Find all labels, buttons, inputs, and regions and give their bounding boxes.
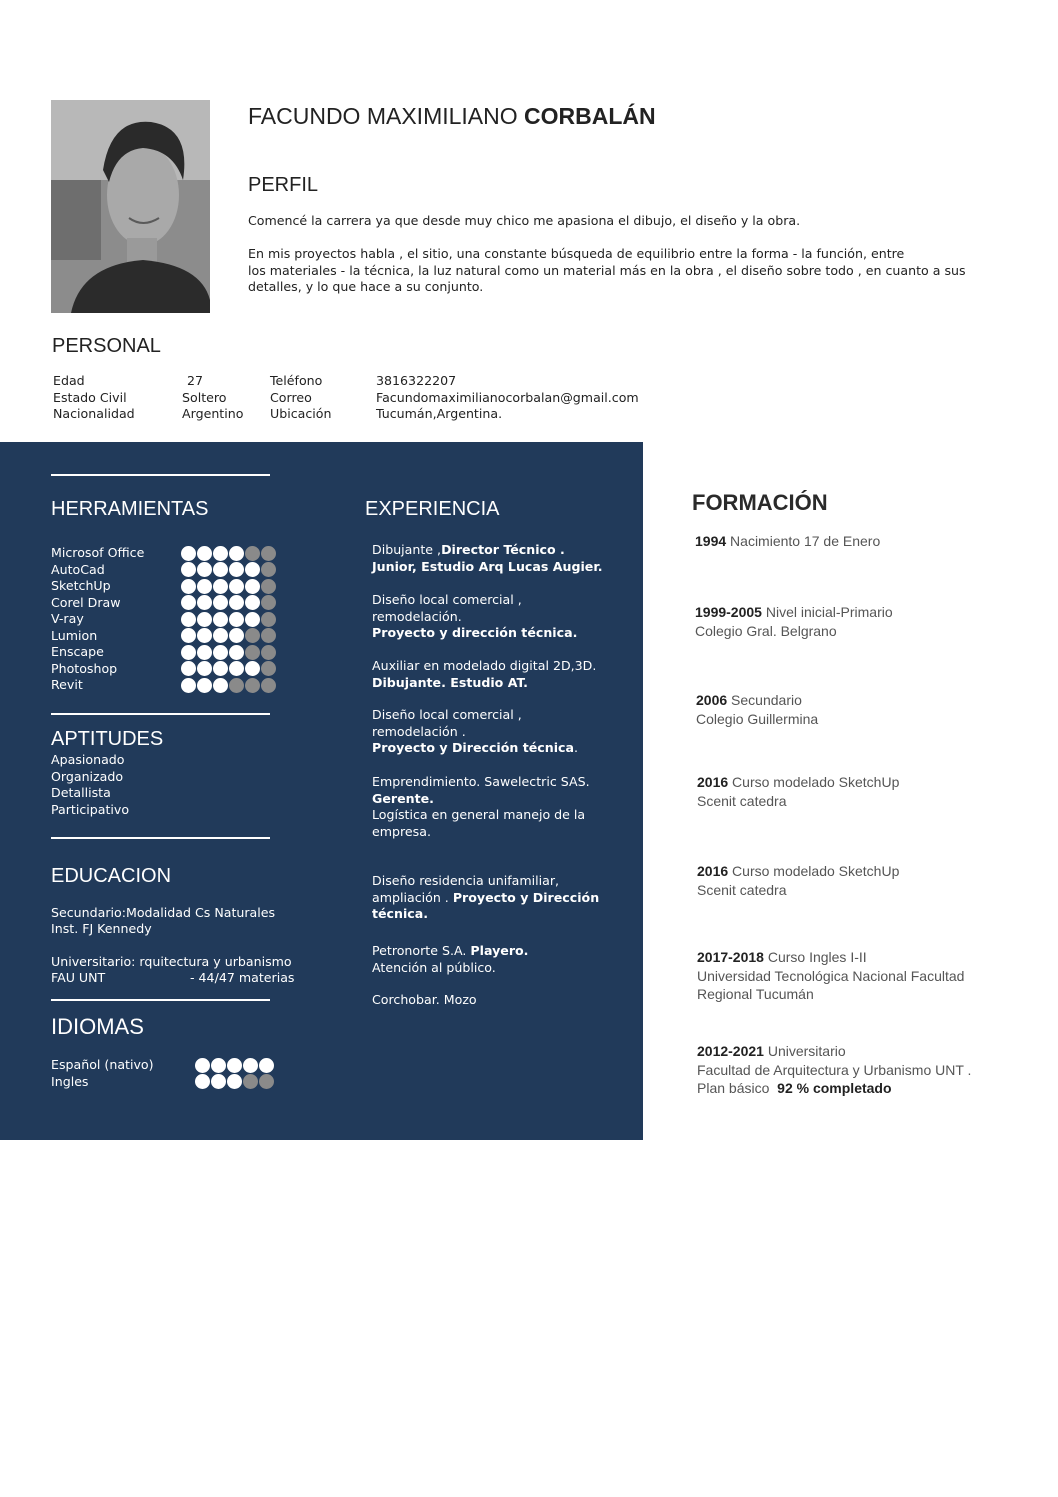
rating-dot-filled: [245, 579, 260, 594]
exp-3-role: Dibujante. Estudio AT.: [372, 674, 528, 690]
f4-text: Curso modelado SketchUp: [732, 774, 900, 790]
exp-6-role-cont: técnica.: [372, 906, 429, 921]
formacion-entry-6: [697, 948, 964, 1004]
personal-values-col2: [376, 373, 639, 423]
f4-year: 2016: [697, 774, 729, 790]
rating-row: [181, 562, 276, 579]
f5-line-2: Scenit catedra: [697, 881, 787, 898]
rating-dot-empty: [261, 595, 276, 610]
aptitude-item: Participativo: [51, 801, 130, 817]
rating-dot-empty: [229, 678, 244, 693]
portrait-image: [51, 100, 210, 313]
exp-7-line-2: Atención al público.: [372, 959, 496, 975]
exp-5-line-3: Logística en general manejo de la: [372, 807, 586, 822]
educacion-line-4a: FAU UNT: [51, 970, 106, 985]
tool-label: AutoCad: [51, 561, 105, 577]
formacion-entry-4: [697, 773, 899, 810]
rating-dot-filled: [229, 612, 244, 627]
f7-year: 2012-2021: [697, 1043, 764, 1059]
divider-top: [51, 474, 270, 476]
rating-dot-empty: [261, 579, 276, 594]
experience-entry-7: [372, 943, 528, 976]
rating-dot-filled: [197, 562, 212, 577]
name-first: FACUNDO MAXIMILIANO: [248, 103, 518, 129]
rating-row: [195, 1057, 274, 1074]
rating-dot-filled: [245, 661, 260, 676]
rating-dot-filled: [197, 612, 212, 627]
f2-year: 1999-2005: [695, 604, 762, 620]
rating-dot-filled: [227, 1074, 242, 1089]
value-telefono: 3816322207: [376, 373, 457, 388]
label-ubicacion: Ubicación: [270, 406, 332, 421]
tool-label: Photoshop: [51, 660, 118, 676]
exp-2-role: Proyecto y dirección técnica.: [372, 625, 578, 640]
label-nacionalidad: Nacionalidad: [53, 406, 135, 421]
formacion-entry-2: [695, 603, 893, 640]
rating-dot-filled: [259, 1058, 274, 1073]
exp-7-role: Playero.: [470, 943, 529, 958]
rating-row: [181, 578, 276, 595]
exp-3-line-1: Auxiliar en modelado digital 2D,3D.: [372, 658, 597, 673]
rating-dot-filled: [197, 661, 212, 676]
rating-dot-filled: [195, 1074, 210, 1089]
experience-entry-5: [372, 774, 590, 840]
perfil-paragraph-2-line-1: En mis proyectos habla , el sitio, una constante búsqueda de equilibrio entre la forma - la función, entre: [248, 246, 905, 261]
herramientas-rating-dots: [181, 545, 276, 694]
rating-dot-empty: [243, 1074, 258, 1089]
rating-dot-filled: [181, 661, 196, 676]
f3-text: Secundario: [731, 692, 802, 708]
experience-entry-6: [372, 873, 599, 923]
rating-dot-filled: [197, 628, 212, 643]
rating-dot-empty: [259, 1074, 274, 1089]
rating-dot-empty: [261, 661, 276, 676]
rating-dot-filled: [229, 645, 244, 660]
aptitude-item: Detallista: [51, 785, 111, 800]
rating-dot-empty: [245, 645, 260, 660]
exp-4-period: .: [574, 740, 579, 755]
f7-text: Universitario: [767, 1043, 846, 1059]
rating-dot-filled: [229, 562, 244, 577]
exp-1-role: Director Técnico .: [441, 542, 565, 557]
perfil-paragraph-2-line-3: detalles, y lo que hace a su conjunto.: [248, 279, 484, 294]
rating-dot-filled: [245, 595, 260, 610]
f2-line-2: Colegio Gral. Belgrano: [695, 622, 837, 639]
idiomas-list: [51, 1057, 154, 1090]
rating-dot-empty: [261, 612, 276, 627]
herramientas-heading: HERRAMIENTAS: [51, 498, 209, 520]
rating-dot-filled: [197, 579, 212, 594]
rating-dot-filled: [213, 579, 228, 594]
f6-line-2: Universidad Tecnológica Nacional Facultad: [697, 967, 965, 984]
aptitudes-heading: APTITUDES: [51, 728, 164, 750]
rating-dot-empty: [261, 562, 276, 577]
rating-dot-filled: [197, 546, 212, 561]
rating-dot-filled: [245, 612, 260, 627]
exp-1-text: Dibujante ,: [372, 542, 442, 557]
rating-dot-filled: [181, 645, 196, 660]
tool-label: SketchUp: [51, 578, 111, 593]
idiomas-rating-dots: [195, 1057, 274, 1090]
formacion-entry-1: [695, 532, 880, 551]
exp-5-role: Gerente.: [372, 790, 434, 806]
rating-row: [181, 545, 276, 562]
rating-dot-filled: [181, 628, 196, 643]
tool-label: Revit: [51, 677, 83, 692]
exp-4-role: Proyecto y Dirección técnica: [372, 740, 575, 755]
f5-text: Curso modelado SketchUp: [732, 863, 900, 879]
rating-dot-empty: [261, 628, 276, 643]
rating-dot-filled: [243, 1058, 258, 1073]
f2-text: Nivel inicial-Primario: [765, 604, 893, 620]
rating-dot-filled: [229, 546, 244, 561]
value-nacionalidad: Argentino: [182, 406, 244, 421]
educacion-line-3: Universitario: rquitectura y urbanismo: [51, 954, 292, 969]
rating-dot-filled: [213, 661, 228, 676]
rating-dot-empty: [261, 645, 276, 660]
tool-label: Microsof Office: [51, 545, 145, 560]
tool-label: V-ray: [51, 611, 84, 626]
idiomas-heading: IDIOMAS: [51, 1014, 144, 1039]
name-last: CORBALÁN: [524, 103, 656, 129]
rating-dot-empty: [245, 628, 260, 643]
rating-dot-filled: [213, 562, 228, 577]
exp-6-role: Proyecto y Dirección: [452, 889, 600, 905]
exp-4-line-1: Diseño local comercial ,: [372, 707, 522, 722]
rating-dot-filled: [213, 645, 228, 660]
perfil-heading: PERFIL: [248, 174, 319, 196]
rating-dot-filled: [181, 579, 196, 594]
personal-heading: PERSONAL: [52, 335, 161, 357]
candidate-name: [248, 103, 656, 130]
divider-idiomas: [51, 999, 270, 1001]
value-edad: 27: [187, 373, 204, 388]
language-label: Ingles: [51, 1073, 89, 1089]
rating-dot-filled: [229, 595, 244, 610]
rating-dot-filled: [181, 612, 196, 627]
rating-dot-empty: [245, 546, 260, 561]
rating-dot-empty: [245, 678, 260, 693]
rating-dot-filled: [213, 546, 228, 561]
formacion-entry-3: [696, 691, 818, 728]
personal-labels-col2: [270, 373, 331, 423]
exp-5-line-4: empresa.: [372, 823, 431, 839]
f1-text: Nacimiento 17 de Enero: [730, 533, 881, 549]
f3-year: 2006: [696, 692, 728, 708]
experience-entry-8: Corchobar. Mozo: [372, 992, 477, 1007]
herramientas-list: [51, 545, 144, 694]
rating-row: [181, 677, 276, 694]
experiencia-heading: EXPERIENCIA: [365, 498, 500, 520]
rating-row: [195, 1074, 274, 1091]
rating-dot-filled: [181, 546, 196, 561]
aptitudes-list: [51, 752, 129, 818]
profile-photo: [51, 100, 210, 313]
label-correo: Correo: [270, 389, 312, 405]
rating-dot-filled: [245, 562, 260, 577]
rating-dot-filled: [211, 1074, 226, 1089]
f6-text: Curso Ingles I-II: [767, 949, 867, 965]
formacion-entry-7: [697, 1042, 971, 1098]
rating-dot-filled: [195, 1058, 210, 1073]
f7-line-2: Facultad de Arquitectura y Urbanismo UNT .: [697, 1061, 972, 1078]
rating-dot-filled: [181, 562, 196, 577]
rating-dot-filled: [229, 661, 244, 676]
rating-dot-filled: [213, 628, 228, 643]
rating-dot-filled: [227, 1058, 242, 1073]
rating-row: [181, 628, 276, 645]
exp-1-company: Junior, Estudio Arq Lucas Augier.: [372, 558, 603, 574]
perfil-paragraph-1: Comencé la carrera ya que desde muy chico me apasiona el dibujo, el diseño y la obra.: [248, 213, 801, 228]
tool-label: Enscape: [51, 644, 104, 659]
rating-dot-filled: [213, 678, 228, 693]
exp-6-text: ampliación .: [372, 889, 449, 905]
f6-year: 2017-2018: [697, 949, 764, 965]
divider-educacion: [51, 837, 270, 839]
tool-label: Corel Draw: [51, 594, 121, 610]
exp-6-line-1: Diseño residencia unifamiliar,: [372, 873, 560, 888]
rating-dot-filled: [197, 645, 212, 660]
value-estado-civil: Soltero: [182, 389, 227, 405]
f6-line-3: Regional Tucumán: [697, 986, 814, 1002]
language-label: Español (nativo): [51, 1057, 154, 1072]
divider-aptitudes: [51, 713, 270, 715]
experience-entry-2: [372, 592, 577, 642]
exp-2-line-1: Diseño local comercial ,: [372, 592, 522, 607]
educacion-line-4b: - 44/47 materias: [190, 970, 295, 985]
tool-label: Lumion: [51, 627, 98, 643]
f5-year: 2016: [697, 863, 729, 879]
f3-line-2: Colegio Guillermina: [696, 710, 819, 727]
educacion-heading: EDUCACION: [51, 865, 172, 887]
label-telefono: Teléfono: [270, 373, 323, 388]
rating-dot-filled: [213, 595, 228, 610]
f7-line-3a: Plan básico: [697, 1080, 770, 1096]
f1-year: 1994: [695, 533, 727, 549]
rating-row: [181, 644, 276, 661]
experience-entry-3: [372, 658, 596, 691]
rating-dot-filled: [211, 1058, 226, 1073]
rating-dot-filled: [229, 579, 244, 594]
label-edad: Edad: [53, 373, 85, 388]
rating-dot-filled: [181, 595, 196, 610]
personal-values-col1: [182, 373, 243, 423]
aptitude-item: Organizado: [51, 768, 124, 784]
rating-dot-filled: [181, 678, 196, 693]
rating-row: [181, 595, 276, 612]
educacion-line-1: Secundario:Modalidad Cs Naturales: [51, 905, 276, 920]
personal-labels-col1: [53, 373, 135, 423]
exp-4-line-2: remodelación .: [372, 723, 466, 739]
exp-5-line-1: Emprendimiento. Sawelectric SAS.: [372, 774, 590, 789]
f7-completion: 92 % completado: [777, 1080, 892, 1096]
exp-7-company: Petronorte S.A.: [372, 943, 467, 958]
perfil-paragraph-2-line-2: los materiales - la técnica, la luz natural como un material más en la obra , el diseño sobre todo , en cuanto a sus: [248, 262, 966, 278]
label-estado-civil: Estado Civil: [53, 389, 127, 405]
experience-entry-4: [372, 707, 578, 757]
aptitude-item: Apasionado: [51, 752, 125, 767]
rating-dot-empty: [261, 678, 276, 693]
value-correo: Facundomaximilianocorbalan@gmail.com: [376, 389, 639, 405]
rating-dot-filled: [229, 628, 244, 643]
rating-row: [181, 611, 276, 628]
exp-2-line-2: remodelación.: [372, 608, 462, 624]
value-ubicacion: Tucumán,Argentina.: [376, 406, 503, 421]
rating-dot-filled: [213, 612, 228, 627]
rating-dot-filled: [197, 678, 212, 693]
rating-dot-filled: [197, 595, 212, 610]
rating-row: [181, 661, 276, 678]
formacion-heading: FORMACIÓN: [692, 490, 828, 515]
f4-line-2: Scenit catedra: [697, 792, 787, 809]
experience-entry-1: [372, 542, 603, 575]
educacion-line-2: Inst. FJ Kennedy: [51, 921, 152, 936]
formacion-entry-5: [697, 862, 899, 899]
rating-dot-empty: [261, 546, 276, 561]
